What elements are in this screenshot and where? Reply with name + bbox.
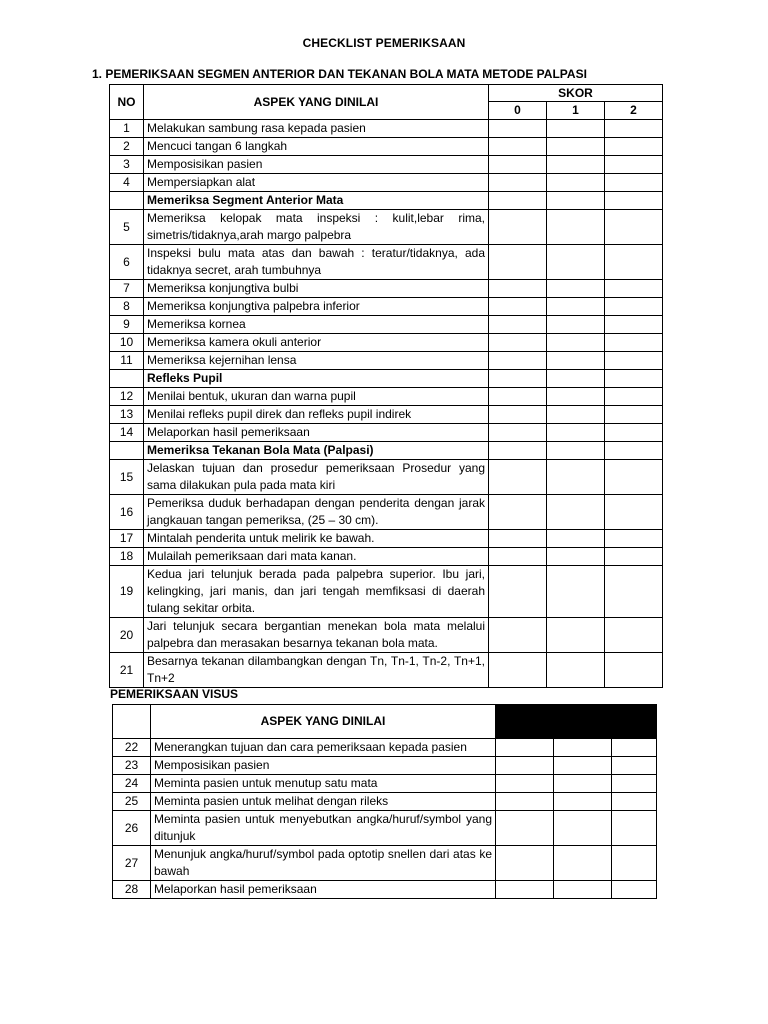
aspect-text: Jelaskan tujuan dan prosedur pemeriksaan Prosedur yang sama dilakukan pula pada mata kiri [144, 460, 489, 495]
subsection-heading: Refleks Pupil [144, 370, 489, 388]
row-number: 17 [110, 530, 144, 548]
score-cell-1[interactable] [547, 334, 605, 352]
score-cell-2[interactable] [605, 352, 663, 370]
score-cell-0[interactable] [489, 210, 547, 245]
aspect-text: Besarnya tekanan dilambangkan dengan Tn, Tn-1, Tn-2, Tn+1, Tn+2 [144, 653, 489, 688]
row-number: 16 [110, 495, 144, 530]
row-number: 21 [110, 653, 144, 688]
aspect-text: Jari telunjuk secara bergantian menekan bola mata melalui palpebra dan merasakan besarnya tekanan bola mata. [144, 618, 489, 653]
table-row [110, 316, 663, 334]
score-cell-0[interactable] [489, 442, 547, 460]
score-cell-2[interactable] [605, 245, 663, 280]
score-cell-2[interactable] [605, 548, 663, 566]
aspect-text: Mintalah penderita untuk melirik ke bawah. [144, 530, 489, 548]
table-row [110, 530, 663, 548]
table-row [110, 334, 663, 352]
score-cell-1[interactable] [547, 495, 605, 530]
aspect-text: Memposisikan pasien [144, 156, 489, 174]
score-cell-0[interactable] [489, 298, 547, 316]
score-cell-1[interactable] [554, 757, 612, 775]
score-cell-2[interactable] [612, 757, 657, 775]
section1-heading: 1. PEMERIKSAAN SEGMEN ANTERIOR DAN TEKANAN BOLA MATA METODE PALPASI [92, 67, 587, 81]
score-cell-2[interactable] [605, 334, 663, 352]
score-cell-1[interactable] [547, 442, 605, 460]
table-row [113, 811, 657, 846]
score-cell-2[interactable] [605, 460, 663, 495]
row-number: 28 [113, 881, 151, 899]
score-cell-2[interactable] [605, 120, 663, 138]
score-cell-0[interactable] [496, 757, 554, 775]
score-cell-0[interactable] [489, 370, 547, 388]
row-number: 12 [110, 388, 144, 406]
table-row [113, 775, 657, 793]
score-cell-1[interactable] [554, 775, 612, 793]
aspect-text: Meminta pasien untuk menutup satu mata [151, 775, 496, 793]
table-row [110, 174, 663, 192]
table-row [110, 406, 663, 424]
aspect-text: Melaporkan hasil pemeriksaan [144, 424, 489, 442]
table-row [113, 793, 657, 811]
aspect-text: Memeriksa kejernihan lensa [144, 352, 489, 370]
header-aspek: ASPEK YANG DINILAI [144, 85, 489, 120]
table-row [113, 846, 657, 881]
score-cell-1[interactable] [554, 846, 612, 881]
aspect-text: Mempersiapkan alat [144, 174, 489, 192]
score-cell-0[interactable] [489, 138, 547, 156]
score-cell-1[interactable] [547, 280, 605, 298]
score-cell-0[interactable] [489, 388, 547, 406]
aspect-text: Inspeksi bulu mata atas dan bawah : teratur/tidaknya, ada tidaknya secret, arah tumbuhnya [144, 245, 489, 280]
row-number: 27 [113, 846, 151, 881]
score-cell-2[interactable] [605, 192, 663, 210]
score-cell-2[interactable] [612, 793, 657, 811]
aspect-text: Pemeriksa duduk berhadapan dengan penderita dengan jarak jangkauan tangan pemeriksa, (25 – 30 cm). [144, 495, 489, 530]
row-number: 2 [110, 138, 144, 156]
table-row [110, 120, 663, 138]
header-no: NO [110, 85, 144, 120]
score-cell-0[interactable] [489, 566, 547, 618]
table-row [110, 370, 663, 388]
aspect-text: Memeriksa kamera okuli anterior [144, 334, 489, 352]
score-cell-2[interactable] [605, 495, 663, 530]
score-cell-0[interactable] [489, 280, 547, 298]
score-cell-1[interactable] [547, 566, 605, 618]
score-cell-2[interactable] [605, 370, 663, 388]
table-row [110, 424, 663, 442]
score-cell-1[interactable] [547, 120, 605, 138]
score-cell-2[interactable] [605, 298, 663, 316]
checklist-rows-section1 [110, 120, 663, 688]
score-cell-2[interactable] [612, 846, 657, 881]
score-cell-1[interactable] [547, 530, 605, 548]
score-cell-2[interactable] [605, 424, 663, 442]
header-skor-2: 2 [605, 102, 663, 120]
table-row [110, 352, 663, 370]
score-cell-1[interactable] [547, 406, 605, 424]
table-row [113, 757, 657, 775]
score-cell-1[interactable] [547, 192, 605, 210]
aspect-text: Melaporkan hasil pemeriksaan [151, 881, 496, 899]
header-skor-0: 0 [489, 102, 547, 120]
row-number: 1 [110, 120, 144, 138]
score-cell-2[interactable] [605, 156, 663, 174]
score-cell-1[interactable] [547, 653, 605, 688]
score-cell-0[interactable] [489, 352, 547, 370]
table-row [113, 881, 657, 899]
aspect-text: Memeriksa kornea [144, 316, 489, 334]
aspect-text: Memeriksa konjungtiva bulbi [144, 280, 489, 298]
score-cell-0[interactable] [489, 245, 547, 280]
score-cell-1[interactable] [547, 618, 605, 653]
row-number: 20 [110, 618, 144, 653]
score-cell-0[interactable] [489, 406, 547, 424]
score-cell-1[interactable] [547, 210, 605, 245]
score-cell-0[interactable] [489, 120, 547, 138]
score-cell-0[interactable] [489, 424, 547, 442]
score-cell-1[interactable] [554, 811, 612, 846]
table-row [110, 192, 663, 210]
score-cell-0[interactable] [496, 881, 554, 899]
section2-heading: PEMERIKSAAN VISUS [110, 687, 239, 701]
header-no-empty [113, 705, 151, 739]
table-row [110, 548, 663, 566]
score-cell-1[interactable] [547, 316, 605, 334]
aspect-text: Menilai bentuk, ukuran dan warna pupil [144, 388, 489, 406]
score-cell-0[interactable] [489, 174, 547, 192]
score-cell-2[interactable] [605, 530, 663, 548]
score-cell-1[interactable] [547, 245, 605, 280]
score-cell-1[interactable] [547, 174, 605, 192]
score-cell-2[interactable] [605, 174, 663, 192]
aspect-text: Menilai refleks pupil direk dan refleks pupil indirek [144, 406, 489, 424]
score-cell-1[interactable] [547, 156, 605, 174]
row-number: 9 [110, 316, 144, 334]
row-number: 24 [113, 775, 151, 793]
row-number: 13 [110, 406, 144, 424]
table-row [110, 280, 663, 298]
header-aspek-visus: ASPEK YANG DINILAI [151, 705, 496, 739]
score-cell-2[interactable] [605, 388, 663, 406]
aspect-text: Kedua jari telunjuk berada pada palpebra superior. Ibu jari, kelingking, jari manis, dan jari tengah memfiksasi di daerah tulang sekitar orbita. [144, 566, 489, 618]
table-row [110, 298, 663, 316]
row-number: 3 [110, 156, 144, 174]
table-row [110, 245, 663, 280]
row-number: 19 [110, 566, 144, 618]
row-number: 10 [110, 334, 144, 352]
score-cell-0[interactable] [496, 775, 554, 793]
score-cell-1[interactable] [547, 138, 605, 156]
table-row [113, 739, 657, 757]
row-number: 23 [113, 757, 151, 775]
score-cell-1[interactable] [547, 298, 605, 316]
score-cell-1[interactable] [554, 793, 612, 811]
row-number: 22 [113, 739, 151, 757]
row-number: 11 [110, 352, 144, 370]
row-number: 25 [113, 793, 151, 811]
score-cell-1[interactable] [554, 739, 612, 757]
checklist-table-visus [112, 704, 657, 899]
aspect-text: Meminta pasien untuk melihat dengan rileks [151, 793, 496, 811]
table-row [110, 618, 663, 653]
score-cell-0[interactable] [496, 793, 554, 811]
row-number: 6 [110, 245, 144, 280]
aspect-text: Memposisikan pasien [151, 757, 496, 775]
row-number [110, 370, 144, 388]
row-number: 15 [110, 460, 144, 495]
score-cell-1[interactable] [547, 388, 605, 406]
score-cell-2[interactable] [605, 210, 663, 245]
aspect-text: Menerangkan tujuan dan cara pemeriksaan kepada pasien [151, 739, 496, 757]
table-row [110, 156, 663, 174]
table-row [110, 495, 663, 530]
score-cell-2[interactable] [612, 881, 657, 899]
score-cell-2[interactable] [605, 316, 663, 334]
row-number: 18 [110, 548, 144, 566]
row-number: 8 [110, 298, 144, 316]
aspect-text: Mencuci tangan 6 langkah [144, 138, 489, 156]
score-cell-0[interactable] [489, 530, 547, 548]
score-cell-0[interactable] [489, 316, 547, 334]
checklist-rows-section2 [113, 739, 657, 899]
document-title: CHECKLIST PEMERIKSAAN [302, 36, 466, 50]
score-cell-2[interactable] [605, 280, 663, 298]
header-skor: SKOR [489, 85, 663, 102]
score-cell-0[interactable] [489, 495, 547, 530]
score-cell-2[interactable] [605, 406, 663, 424]
checklist-table-segmen-anterior [109, 84, 663, 688]
subsection-heading: Memeriksa Segment Anterior Mata [144, 192, 489, 210]
row-number: 26 [113, 811, 151, 846]
score-cell-0[interactable] [489, 653, 547, 688]
row-number: 5 [110, 210, 144, 245]
score-cell-2[interactable] [612, 811, 657, 846]
table-row [110, 460, 663, 495]
score-cell-2[interactable] [612, 739, 657, 757]
score-cell-2[interactable] [612, 775, 657, 793]
score-cell-0[interactable] [489, 548, 547, 566]
score-cell-2[interactable] [605, 653, 663, 688]
score-cell-1[interactable] [547, 460, 605, 495]
score-cell-1[interactable] [547, 352, 605, 370]
score-cell-0[interactable] [496, 739, 554, 757]
aspect-text: Memeriksa konjungtiva palpebra inferior [144, 298, 489, 316]
table-row [110, 210, 663, 245]
score-cell-1[interactable] [547, 370, 605, 388]
score-cell-2[interactable] [605, 138, 663, 156]
score-cell-1[interactable] [547, 548, 605, 566]
table-row [110, 138, 663, 156]
row-number: 14 [110, 424, 144, 442]
aspect-text: Melakukan sambung rasa kepada pasien [144, 120, 489, 138]
subsection-heading: Memeriksa Tekanan Bola Mata (Palpasi) [144, 442, 489, 460]
aspect-text: Meminta pasien untuk menyebutkan angka/huruf/symbol yang ditunjuk [151, 811, 496, 846]
table-row [110, 566, 663, 618]
score-cell-0[interactable] [496, 811, 554, 846]
score-cell-2[interactable] [605, 566, 663, 618]
row-number [110, 442, 144, 460]
score-cell-1[interactable] [547, 424, 605, 442]
score-cell-0[interactable] [489, 334, 547, 352]
score-cell-2[interactable] [605, 442, 663, 460]
row-number [110, 192, 144, 210]
table-row [110, 388, 663, 406]
aspect-text: Menunjuk angka/huruf/symbol pada optotip snellen dari atas ke bawah [151, 846, 496, 881]
aspect-text: Memeriksa kelopak mata inspeksi : kulit,lebar rima, simetris/tidaknya,arah margo palpebra [144, 210, 489, 245]
aspect-text: Mulailah pemeriksaan dari mata kanan. [144, 548, 489, 566]
header-skor-blacked-out [496, 705, 657, 739]
row-number: 4 [110, 174, 144, 192]
score-cell-1[interactable] [554, 881, 612, 899]
score-cell-2[interactable] [605, 618, 663, 653]
header-skor-1: 1 [547, 102, 605, 120]
table-row [110, 442, 663, 460]
score-cell-0[interactable] [496, 846, 554, 881]
score-cell-0[interactable] [489, 460, 547, 495]
table-row [110, 653, 663, 688]
row-number: 7 [110, 280, 144, 298]
score-cell-0[interactable] [489, 618, 547, 653]
score-cell-0[interactable] [489, 156, 547, 174]
score-cell-0[interactable] [489, 192, 547, 210]
